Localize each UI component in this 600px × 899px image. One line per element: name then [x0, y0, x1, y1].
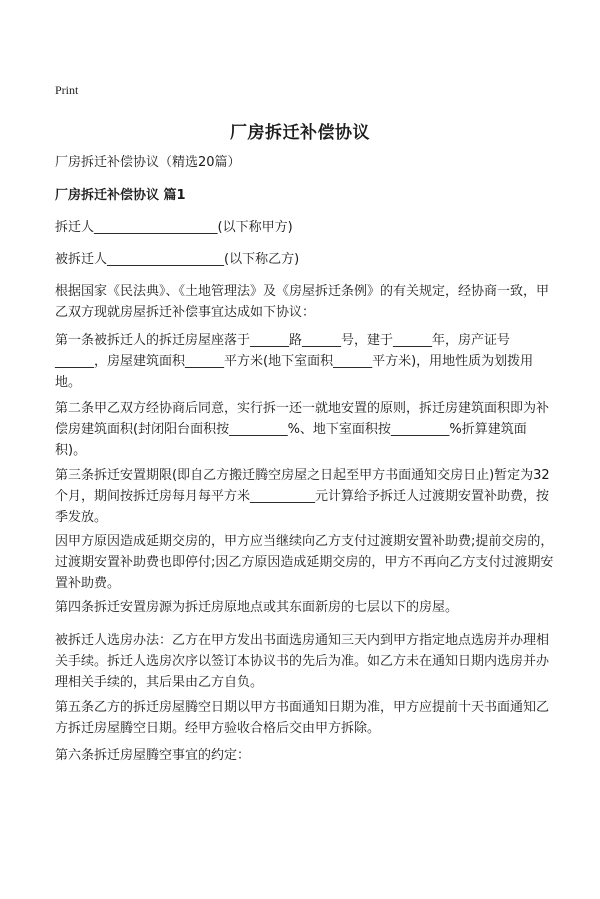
paragraph-article-6: 第六条拆迁房屋腾空事宜的约定： — [55, 748, 251, 763]
paragraph-article-2: 第二条甲乙双方经协商后同意，实行拆一还一就地安置的原则，拆迁房建筑面积即为补偿房建筑面积(封闭阳台面积按_________%、地下室面积按_________%折算建筑面积)。 — [55, 401, 550, 458]
paragraph-preamble: 根据国家《民法典》、《土地管理法》及《房屋拆迁条例》的有关规定，经协商一致，甲乙双方现就房屋拆迁补偿事宜达成如下协议： — [55, 284, 550, 320]
document-title: 厂房拆迁补偿协议 — [230, 123, 370, 143]
paragraph-article-3: 第三条拆迁安置期限(即自乙方搬迁腾空房屋之日起至甲方书面通知交房日止)暂定为32个月，期间按拆迁房每月每平方米__________元计算给予拆迁人过渡期安置补助费，按季发放。 — [55, 468, 550, 525]
paragraph-delay-terms: 因甲方原因造成延期交房的，甲方应当继续向乙方支付过渡期安置补助费;提前交房的，过渡期安置补助费也即停付;因乙方原因造成延期交房的，甲方不再向乙方支付过渡期安置补助费。 — [55, 534, 554, 591]
paragraph-article-1: 第一条被拆迁人的拆迁房屋座落于______路______号，建于______年，房产证号______，房屋建筑面积______平方米(地下室面积______平方米)，用地性质为划拨用地。 — [55, 333, 534, 390]
paragraph-demolisher: 拆迁人___________________(以下称甲方) — [55, 220, 293, 235]
document-subtitle: 厂房拆迁补偿协议（精选20篇） — [55, 155, 241, 170]
paragraph-article-4: 第四条拆迁安置房源为拆迁房原地点或其东面新房的七层以下的房屋。 — [55, 600, 459, 615]
print-label: Print — [55, 83, 79, 97]
paragraph-article-5: 第五条乙方的拆迁房屋腾空日期以甲方书面通知日期为准，甲方应提前十天书面通知乙方拆迁房屋腾空日期。经甲方验收合格后交由甲方拆除。 — [55, 700, 550, 736]
paragraph-selection-method: 被拆迁人选房办法：乙方在甲方发出书面选房通知三天内到甲方指定地点选房并办理相关手续。拆迁人选房次序以签订本协议书的先后为准。如乙方未在通知日期内选房并办理相关手续的，其后果由乙方自负。 — [55, 633, 550, 690]
section-heading: 厂房拆迁补偿协议 篇1 — [55, 188, 186, 203]
paragraph-demolished-party: 被拆迁人__________________(以下称乙方) — [55, 252, 300, 267]
